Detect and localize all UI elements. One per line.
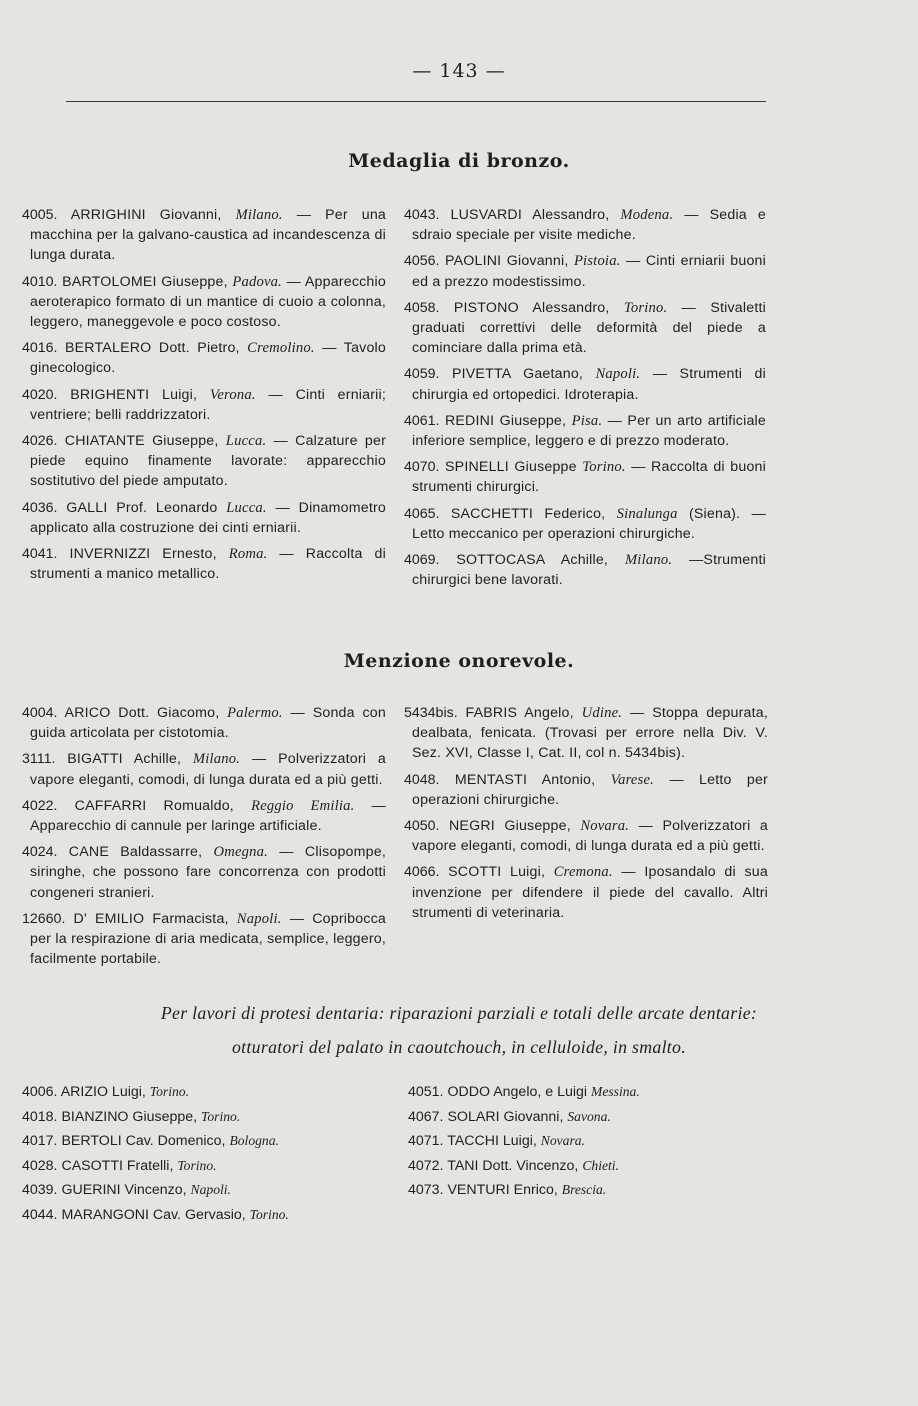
award-entry — [22, 703, 386, 743]
dental-note-line-1: Per lavori di protesi dentaria: riparazioni parziali e totali delle arcate dentarie: — [160, 1003, 758, 1023]
entry-number: 4051. — [408, 1084, 444, 1100]
mention-right-column — [404, 703, 768, 929]
award-entry — [404, 703, 768, 764]
entry-description: — Calzature per piede equino finamente lavorate: apparecchio sostitutivo del piede amputato. — [30, 433, 386, 490]
exhibitor-place: Lucca. — [225, 433, 267, 450]
exhibitor-place: Verona. — [209, 386, 256, 403]
dental-note-line-2: otturatori del palato in caoutchouch, in celluloide, in smalto. — [231, 1037, 686, 1057]
exhibitor-place: Reggio Emilia. — [251, 797, 355, 814]
exhibitor-place: Torino. — [149, 1084, 189, 1099]
exhibitor-place: Torino. — [177, 1157, 217, 1173]
exhibitor-place: Torino. — [201, 1108, 241, 1124]
page-number: — 143 — — [412, 60, 506, 82]
exhibitor-place: Lucca. — [226, 499, 267, 516]
exhibitor-place: Milano. — [624, 552, 673, 569]
exhibitor-place: Messina. — [591, 1084, 640, 1099]
entry-number: 4026. — [22, 433, 58, 450]
exhibitor-place: Savona. — [567, 1108, 611, 1124]
entry-number: 5434bis. — [404, 705, 458, 721]
exhibitor-place: Roma. — [228, 546, 268, 563]
entry-description: — Apparecchio di cannule per laringe artificiale. — [30, 797, 386, 835]
exhibitor-name: SPINELLI Giuseppe — [445, 459, 577, 476]
entry-number: 4071. — [408, 1133, 444, 1150]
exhibitor-place: Napoli. — [595, 366, 641, 383]
section-title-bronze: Medaglia di bronzo. — [348, 150, 570, 172]
exhibitor-name: SCOTTI Luigi, — [448, 864, 546, 881]
award-entry — [404, 816, 768, 856]
entry-description: — Sonda con guida articolata per cistotomia. — [30, 705, 386, 742]
exhibitor-place: Omegna. — [213, 844, 269, 861]
exhibitor-place: Torino. — [249, 1206, 289, 1222]
exhibitor-name: GUERINI Vincenzo, — [61, 1182, 187, 1199]
entry-description: — Letto per operazioni chirurgiche. — [412, 771, 768, 808]
entry-number: 4058. — [404, 299, 440, 316]
exhibitor-place: Pisa. — [571, 412, 603, 429]
award-entry — [22, 749, 386, 789]
entry-description: —Strumenti chirurgici bene lavorati. — [412, 552, 766, 589]
entry-number: 4017. — [22, 1133, 58, 1150]
list-item — [408, 1178, 768, 1203]
award-entry — [404, 364, 766, 404]
award-entry — [22, 498, 386, 538]
award-entry — [22, 385, 386, 425]
exhibitor-name: ARICO Dott. Giacomo, — [64, 705, 220, 721]
entry-number: 4073. — [408, 1182, 444, 1199]
award-entry — [404, 770, 768, 810]
entry-number: 4039. — [22, 1182, 58, 1199]
entry-number: 4005. — [22, 207, 58, 223]
bronze-left-column — [22, 205, 386, 590]
entry-number: 4044. — [22, 1206, 58, 1223]
exhibitor-name: VENTURI Enrico, — [447, 1182, 558, 1199]
exhibitor-name: NEGRI Giuseppe, — [448, 818, 571, 835]
list-item — [408, 1129, 768, 1154]
list-item — [408, 1154, 768, 1179]
entry-description: — Polverizzatori a vapore eleganti, comodi, di lunga durata ed a più getti. — [30, 751, 386, 788]
list-item — [408, 1080, 768, 1105]
exhibitor-name: ARIZIO Luigi, — [60, 1084, 146, 1100]
entry-number: 4056. — [404, 253, 440, 270]
entry-description: — Polverizzatori a vapore eleganti, comodi, di lunga durata ed a più getti. — [412, 818, 768, 855]
exhibitor-place: Udine. — [581, 705, 623, 721]
award-entry — [22, 544, 386, 584]
mention-left-column — [22, 703, 386, 975]
entry-description: — Cinti erniarii buoni ed a prezzo modestissimo. — [412, 253, 766, 290]
list-item — [22, 1105, 382, 1130]
exhibitor-name: REDINI Giuseppe, — [444, 412, 567, 429]
exhibitor-place: Milano. — [192, 751, 241, 768]
exhibitor-place: Cremolino. — [247, 340, 315, 357]
exhibitor-name: SACCHETTI Federico, — [450, 505, 606, 522]
entry-number: 4041. — [22, 546, 58, 563]
dental-right-list — [408, 1080, 768, 1203]
exhibitor-place: Napoli. — [190, 1182, 231, 1198]
exhibitor-name: PAOLINI Giovanni, — [444, 253, 569, 270]
award-entry — [404, 251, 766, 291]
award-entry — [22, 796, 386, 836]
exhibitor-place: Pistoia. — [573, 253, 621, 270]
entry-description: — Tavolo ginecologico. — [30, 340, 386, 377]
exhibitor-place: Brescia. — [561, 1182, 607, 1198]
exhibitor-name: PIVETTA Gaetano, — [451, 366, 584, 383]
entry-number: 4067. — [408, 1108, 444, 1125]
entry-number: 4070. — [404, 459, 440, 476]
exhibitor-place: Cremona. — [553, 864, 613, 881]
exhibitor-name: PISTONO Alessandro, — [453, 299, 610, 316]
entry-number: 4028. — [22, 1157, 58, 1174]
entry-description: — Raccolta di strumenti a manico metallico. — [30, 546, 386, 583]
exhibitor-place: Novara. — [540, 1133, 585, 1149]
entry-description: — Raccolta di buoni strumenti chirurgici. — [412, 459, 766, 496]
exhibitor-name: BERTALERO Dott. Pietro, — [64, 340, 240, 357]
exhibitor-name: ODDO Angelo, e Luigi — [447, 1084, 588, 1100]
exhibitor-name: BARTOLOMEI Giuseppe, — [62, 273, 228, 290]
exhibitor-name: CHIATANTE Giuseppe, — [64, 433, 219, 450]
entry-number: 4020. — [22, 386, 58, 403]
award-entry — [22, 272, 386, 333]
exhibitor-place: Chieti. — [582, 1157, 619, 1173]
exhibitor-name: CASOTTI Fratelli, — [61, 1157, 174, 1174]
award-entry — [22, 842, 386, 903]
entry-number: 12660. — [22, 910, 66, 927]
exhibitor-place: Torino. — [623, 299, 668, 316]
exhibitor-name: TANI Dott. Vincenzo, — [447, 1157, 579, 1174]
exhibitor-place: Napoli. — [236, 910, 282, 927]
header-rule — [66, 101, 766, 102]
award-entry — [404, 411, 766, 451]
entry-description: (Siena). — Letto meccanico per operazioni chirurgiche. — [412, 505, 766, 542]
exhibitor-name: GALLI Prof. Leonardo — [66, 499, 218, 516]
entry-number: 4059. — [404, 366, 440, 383]
entry-description: — Cinti erniarii; ventriere; belli raddrizzatori. — [30, 386, 386, 423]
entry-description: — Strumenti di chirurgia ed ortopedici. Idroterapia. — [412, 366, 766, 403]
exhibitor-name: CAFFARRI Romualdo, — [74, 797, 234, 814]
entry-description: — Stoppa depurata, dealbata, fenicata. (Trovasi per errore nella Div. V. Sez. XVI, Classe I, Cat. II, col n. 5434bis). — [412, 705, 768, 762]
list-item — [408, 1105, 768, 1130]
entry-number: 4004. — [22, 705, 58, 721]
award-entry — [22, 431, 386, 492]
list-item — [22, 1154, 382, 1179]
entry-number: 4016. — [22, 340, 58, 357]
exhibitor-name: FABRIS Angelo, — [465, 705, 574, 721]
exhibitor-place: Palermo. — [227, 705, 283, 721]
entry-description: — Dinamometro applicato alla costruzione dei cinti erniarii. — [30, 499, 386, 536]
bronze-right-column — [404, 205, 766, 596]
entry-number: 4024. — [22, 844, 58, 861]
entry-number: 4036. — [22, 499, 58, 516]
award-entry — [22, 205, 386, 266]
exhibitor-name: LUSVARDI Alessandro, — [450, 207, 610, 223]
exhibitor-place: Padova. — [232, 273, 283, 290]
exhibitor-name: TACCHI Luigi, — [447, 1133, 537, 1150]
entry-number: 4048. — [404, 771, 440, 788]
award-entry — [404, 205, 766, 245]
list-item — [22, 1080, 382, 1105]
exhibitor-name: BIANZINO Giuseppe, — [61, 1108, 198, 1125]
dental-left-list — [22, 1080, 382, 1228]
exhibitor-place: Torino. — [582, 459, 626, 476]
award-entry — [404, 298, 766, 359]
exhibitor-name: MARANGONI Cav. Gervasio, — [61, 1206, 246, 1223]
exhibitor-place: Milano. — [235, 207, 283, 223]
entry-description: — Stivaletti graduati correttivi delle deformità del piede a cominciare dalla prima età. — [412, 299, 766, 357]
award-entry — [22, 909, 386, 970]
exhibitor-place: Novara. — [580, 818, 630, 835]
entry-number: 4061. — [404, 412, 440, 429]
entry-description: — Sedia e sdraio speciale per visite mediche. — [412, 207, 766, 244]
award-entry — [404, 550, 766, 590]
entry-description: — Iposandalo di sua invenzione per difendere il piede del cavallo. Altri strumenti di veterinaria. — [412, 864, 768, 921]
entry-number: 4022. — [22, 797, 58, 814]
exhibitor-name: CANE Baldassarre, — [68, 844, 203, 861]
entry-description: — Per una macchina per la galvano-caustica ad incandescenza di lunga durata. — [30, 207, 386, 264]
exhibitor-name: INVERNIZZI Ernesto, — [69, 546, 217, 563]
exhibitor-name: SOLARI Giovanni, — [447, 1108, 564, 1125]
entry-number: 3111. — [22, 751, 56, 768]
entry-description: — Clisopompe, siringhe, che possono fare concorrenza con prodotti congeneri stranieri. — [30, 844, 386, 901]
entry-number: 4072. — [408, 1157, 444, 1174]
entry-number: 4043. — [404, 207, 440, 223]
award-entry — [404, 862, 768, 923]
exhibitor-name: MENTASTI Antonio, — [454, 771, 596, 788]
exhibitor-name: ARRIGHINI Giovanni, — [70, 207, 222, 223]
entry-description: — Per un arto artificiale inferiore semplice, leggero e di prezzo moderato. — [412, 412, 766, 450]
award-entry — [404, 457, 766, 497]
entry-number: 4018. — [22, 1108, 58, 1125]
entry-description: — Copribocca per la respirazione di aria medicata, semplice, leggero, facilmente portabile. — [30, 910, 386, 968]
entry-number: 4066. — [404, 864, 440, 881]
exhibitor-place: Sinalunga — [616, 505, 678, 522]
entry-number: 4065. — [404, 505, 440, 522]
exhibitor-place: Varese. — [610, 771, 655, 788]
award-entry — [22, 338, 386, 378]
exhibitor-name: BRIGHENTI Luigi, — [70, 386, 198, 403]
exhibitor-place: Modena. — [620, 207, 674, 223]
list-item — [22, 1129, 382, 1154]
section-title-mention: Menzione onorevole. — [343, 650, 575, 672]
list-item — [22, 1178, 382, 1203]
entry-description: — Apparecchio aeroterapico formato di un mantice di cuoio a colonna, leggero, maneggevole e poco costoso. — [30, 273, 386, 331]
exhibitor-place: Bologna. — [229, 1133, 279, 1149]
exhibitor-name: D' EMILIO Farmacista, — [73, 910, 229, 927]
entry-number: 4069. — [404, 552, 440, 569]
award-entry — [404, 504, 766, 544]
entry-number: 4006. — [22, 1084, 58, 1100]
exhibitor-name: BERTOLI Cav. Domenico, — [61, 1133, 226, 1150]
exhibitor-name: SOTTOCASA Achille, — [456, 552, 609, 569]
entry-number: 4050. — [404, 818, 440, 835]
entry-number: 4010. — [22, 273, 58, 290]
list-item — [22, 1203, 382, 1228]
exhibitor-name: BIGATTI Achille, — [67, 751, 182, 768]
